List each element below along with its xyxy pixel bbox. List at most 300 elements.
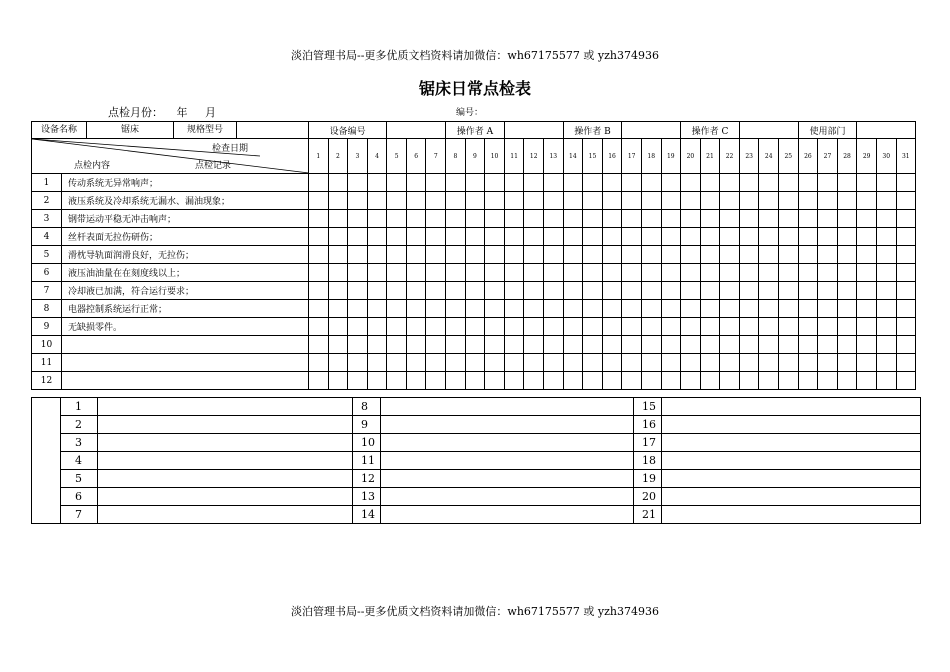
check-cell[interactable] <box>426 174 446 192</box>
check-cell[interactable] <box>348 246 368 264</box>
check-cell[interactable] <box>309 192 329 210</box>
operator-c-value[interactable] <box>739 122 798 139</box>
check-cell[interactable] <box>465 336 485 354</box>
operator-a-value[interactable] <box>504 122 563 139</box>
check-cell[interactable] <box>681 228 701 246</box>
check-cell[interactable] <box>739 372 759 390</box>
check-cell[interactable] <box>837 300 857 318</box>
note-cell[interactable] <box>662 434 921 452</box>
note-cell[interactable] <box>381 434 634 452</box>
check-cell[interactable] <box>759 300 779 318</box>
check-cell[interactable] <box>543 264 563 282</box>
check-cell[interactable] <box>661 210 681 228</box>
check-cell[interactable] <box>485 354 505 372</box>
check-cell[interactable] <box>661 354 681 372</box>
check-cell[interactable] <box>387 318 407 336</box>
check-cell[interactable] <box>798 246 818 264</box>
check-cell[interactable] <box>348 336 368 354</box>
operator-b-value[interactable] <box>622 122 681 139</box>
check-cell[interactable] <box>798 300 818 318</box>
check-cell[interactable] <box>759 174 779 192</box>
check-cell[interactable] <box>641 246 661 264</box>
check-cell[interactable] <box>798 192 818 210</box>
check-cell[interactable] <box>896 246 916 264</box>
check-cell[interactable] <box>720 372 740 390</box>
check-cell[interactable] <box>348 354 368 372</box>
check-cell[interactable] <box>779 174 799 192</box>
check-cell[interactable] <box>641 264 661 282</box>
check-cell[interactable] <box>348 300 368 318</box>
check-cell[interactable] <box>700 228 720 246</box>
check-cell[interactable] <box>818 174 838 192</box>
check-cell[interactable] <box>876 282 896 300</box>
check-cell[interactable] <box>446 192 466 210</box>
check-cell[interactable] <box>367 300 387 318</box>
check-cell[interactable] <box>602 282 622 300</box>
check-cell[interactable] <box>798 264 818 282</box>
check-cell[interactable] <box>759 192 779 210</box>
check-cell[interactable] <box>524 300 544 318</box>
check-cell[interactable] <box>348 174 368 192</box>
check-cell[interactable] <box>387 210 407 228</box>
check-cell[interactable] <box>387 282 407 300</box>
check-cell[interactable] <box>387 228 407 246</box>
check-cell[interactable] <box>426 336 446 354</box>
check-cell[interactable] <box>818 192 838 210</box>
note-cell[interactable] <box>98 452 353 470</box>
department-value[interactable] <box>857 122 916 139</box>
check-cell[interactable] <box>837 354 857 372</box>
check-cell[interactable] <box>700 210 720 228</box>
check-cell[interactable] <box>524 246 544 264</box>
check-cell[interactable] <box>857 282 877 300</box>
check-cell[interactable] <box>739 246 759 264</box>
check-cell[interactable] <box>876 174 896 192</box>
check-cell[interactable] <box>309 300 329 318</box>
check-cell[interactable] <box>700 354 720 372</box>
check-cell[interactable] <box>465 210 485 228</box>
check-cell[interactable] <box>896 318 916 336</box>
check-cell[interactable] <box>465 264 485 282</box>
check-cell[interactable] <box>465 282 485 300</box>
check-cell[interactable] <box>641 228 661 246</box>
check-cell[interactable] <box>700 246 720 264</box>
check-cell[interactable] <box>720 300 740 318</box>
check-cell[interactable] <box>779 336 799 354</box>
check-cell[interactable] <box>837 336 857 354</box>
check-cell[interactable] <box>876 228 896 246</box>
check-cell[interactable] <box>543 282 563 300</box>
check-cell[interactable] <box>563 192 583 210</box>
check-cell[interactable] <box>896 300 916 318</box>
check-cell[interactable] <box>367 228 387 246</box>
check-cell[interactable] <box>309 174 329 192</box>
check-cell[interactable] <box>309 318 329 336</box>
check-cell[interactable] <box>641 318 661 336</box>
check-cell[interactable] <box>406 228 426 246</box>
check-cell[interactable] <box>661 264 681 282</box>
note-cell[interactable] <box>662 506 921 524</box>
check-cell[interactable] <box>543 372 563 390</box>
check-cell[interactable] <box>563 174 583 192</box>
check-cell[interactable] <box>837 210 857 228</box>
check-cell[interactable] <box>759 228 779 246</box>
check-cell[interactable] <box>739 336 759 354</box>
check-cell[interactable] <box>818 264 838 282</box>
check-cell[interactable] <box>837 192 857 210</box>
check-cell[interactable] <box>406 282 426 300</box>
check-cell[interactable] <box>583 354 603 372</box>
check-cell[interactable] <box>563 282 583 300</box>
check-cell[interactable] <box>563 246 583 264</box>
check-cell[interactable] <box>504 246 524 264</box>
check-cell[interactable] <box>563 210 583 228</box>
check-cell[interactable] <box>328 192 348 210</box>
check-cell[interactable] <box>896 210 916 228</box>
check-cell[interactable] <box>406 372 426 390</box>
check-cell[interactable] <box>583 282 603 300</box>
check-cell[interactable] <box>309 264 329 282</box>
check-cell[interactable] <box>739 210 759 228</box>
check-cell[interactable] <box>622 372 642 390</box>
check-cell[interactable] <box>700 174 720 192</box>
check-cell[interactable] <box>798 174 818 192</box>
check-cell[interactable] <box>367 246 387 264</box>
check-cell[interactable] <box>739 354 759 372</box>
check-cell[interactable] <box>504 300 524 318</box>
note-cell[interactable] <box>98 416 353 434</box>
check-cell[interactable] <box>641 300 661 318</box>
check-cell[interactable] <box>504 228 524 246</box>
check-cell[interactable] <box>876 336 896 354</box>
check-cell[interactable] <box>563 336 583 354</box>
check-cell[interactable] <box>739 228 759 246</box>
check-cell[interactable] <box>504 192 524 210</box>
check-cell[interactable] <box>641 336 661 354</box>
check-cell[interactable] <box>485 228 505 246</box>
check-cell[interactable] <box>759 264 779 282</box>
check-cell[interactable] <box>622 300 642 318</box>
check-cell[interactable] <box>543 246 563 264</box>
check-cell[interactable] <box>896 174 916 192</box>
check-cell[interactable] <box>504 336 524 354</box>
check-cell[interactable] <box>681 246 701 264</box>
check-cell[interactable] <box>622 282 642 300</box>
check-cell[interactable] <box>583 264 603 282</box>
check-cell[interactable] <box>406 174 426 192</box>
check-cell[interactable] <box>798 282 818 300</box>
check-cell[interactable] <box>465 354 485 372</box>
check-cell[interactable] <box>759 246 779 264</box>
check-cell[interactable] <box>818 300 838 318</box>
check-cell[interactable] <box>818 210 838 228</box>
check-cell[interactable] <box>485 192 505 210</box>
check-cell[interactable] <box>426 246 446 264</box>
check-cell[interactable] <box>328 318 348 336</box>
note-cell[interactable] <box>98 434 353 452</box>
check-cell[interactable] <box>681 174 701 192</box>
check-cell[interactable] <box>759 354 779 372</box>
check-cell[interactable] <box>720 318 740 336</box>
check-cell[interactable] <box>504 210 524 228</box>
check-cell[interactable] <box>622 354 642 372</box>
check-cell[interactable] <box>367 264 387 282</box>
check-cell[interactable] <box>309 372 329 390</box>
check-cell[interactable] <box>583 228 603 246</box>
check-cell[interactable] <box>896 372 916 390</box>
check-cell[interactable] <box>485 282 505 300</box>
check-cell[interactable] <box>798 354 818 372</box>
check-cell[interactable] <box>896 282 916 300</box>
check-cell[interactable] <box>465 192 485 210</box>
check-cell[interactable] <box>641 192 661 210</box>
check-cell[interactable] <box>504 282 524 300</box>
check-cell[interactable] <box>406 336 426 354</box>
check-cell[interactable] <box>328 228 348 246</box>
check-cell[interactable] <box>661 318 681 336</box>
check-cell[interactable] <box>602 210 622 228</box>
check-cell[interactable] <box>465 228 485 246</box>
check-cell[interactable] <box>309 336 329 354</box>
check-cell[interactable] <box>328 372 348 390</box>
check-cell[interactable] <box>837 228 857 246</box>
note-cell[interactable] <box>98 488 353 506</box>
check-cell[interactable] <box>563 354 583 372</box>
check-cell[interactable] <box>739 318 759 336</box>
check-cell[interactable] <box>837 246 857 264</box>
check-cell[interactable] <box>387 372 407 390</box>
check-cell[interactable] <box>309 210 329 228</box>
check-cell[interactable] <box>328 336 348 354</box>
check-cell[interactable] <box>426 192 446 210</box>
check-cell[interactable] <box>543 228 563 246</box>
check-cell[interactable] <box>446 282 466 300</box>
check-cell[interactable] <box>328 174 348 192</box>
check-cell[interactable] <box>739 192 759 210</box>
check-cell[interactable] <box>798 336 818 354</box>
check-cell[interactable] <box>818 318 838 336</box>
check-cell[interactable] <box>759 318 779 336</box>
check-cell[interactable] <box>426 318 446 336</box>
check-cell[interactable] <box>524 192 544 210</box>
check-cell[interactable] <box>720 354 740 372</box>
check-cell[interactable] <box>720 228 740 246</box>
check-cell[interactable] <box>602 246 622 264</box>
check-cell[interactable] <box>446 372 466 390</box>
check-cell[interactable] <box>426 372 446 390</box>
check-cell[interactable] <box>602 354 622 372</box>
check-cell[interactable] <box>876 192 896 210</box>
check-cell[interactable] <box>720 210 740 228</box>
note-cell[interactable] <box>381 398 634 416</box>
check-cell[interactable] <box>857 354 877 372</box>
check-cell[interactable] <box>602 192 622 210</box>
check-cell[interactable] <box>681 336 701 354</box>
note-cell[interactable] <box>662 470 921 488</box>
check-cell[interactable] <box>720 282 740 300</box>
check-cell[interactable] <box>876 210 896 228</box>
check-cell[interactable] <box>583 336 603 354</box>
check-cell[interactable] <box>837 174 857 192</box>
check-cell[interactable] <box>504 174 524 192</box>
check-cell[interactable] <box>622 264 642 282</box>
check-cell[interactable] <box>759 282 779 300</box>
check-cell[interactable] <box>387 300 407 318</box>
check-cell[interactable] <box>524 354 544 372</box>
check-cell[interactable] <box>622 228 642 246</box>
check-cell[interactable] <box>583 372 603 390</box>
check-cell[interactable] <box>700 318 720 336</box>
check-cell[interactable] <box>485 174 505 192</box>
check-cell[interactable] <box>779 282 799 300</box>
check-cell[interactable] <box>779 246 799 264</box>
check-cell[interactable] <box>779 192 799 210</box>
check-cell[interactable] <box>681 318 701 336</box>
check-cell[interactable] <box>798 228 818 246</box>
check-cell[interactable] <box>524 372 544 390</box>
check-cell[interactable] <box>622 174 642 192</box>
check-cell[interactable] <box>367 174 387 192</box>
check-cell[interactable] <box>387 264 407 282</box>
check-cell[interactable] <box>700 282 720 300</box>
check-cell[interactable] <box>583 246 603 264</box>
check-cell[interactable] <box>700 336 720 354</box>
check-cell[interactable] <box>622 336 642 354</box>
check-cell[interactable] <box>446 228 466 246</box>
check-cell[interactable] <box>485 318 505 336</box>
check-cell[interactable] <box>602 228 622 246</box>
check-cell[interactable] <box>446 318 466 336</box>
check-cell[interactable] <box>446 354 466 372</box>
check-cell[interactable] <box>876 354 896 372</box>
check-cell[interactable] <box>661 300 681 318</box>
check-cell[interactable] <box>641 210 661 228</box>
check-cell[interactable] <box>876 300 896 318</box>
note-cell[interactable] <box>98 506 353 524</box>
check-cell[interactable] <box>857 264 877 282</box>
check-cell[interactable] <box>406 300 426 318</box>
check-cell[interactable] <box>563 318 583 336</box>
check-cell[interactable] <box>426 264 446 282</box>
check-cell[interactable] <box>720 192 740 210</box>
check-cell[interactable] <box>876 318 896 336</box>
check-cell[interactable] <box>602 318 622 336</box>
check-cell[interactable] <box>857 246 877 264</box>
equipment-code-value[interactable] <box>387 122 446 139</box>
check-cell[interactable] <box>759 210 779 228</box>
check-cell[interactable] <box>348 192 368 210</box>
check-cell[interactable] <box>622 318 642 336</box>
check-cell[interactable] <box>857 300 877 318</box>
check-cell[interactable] <box>779 318 799 336</box>
check-cell[interactable] <box>563 228 583 246</box>
check-cell[interactable] <box>348 228 368 246</box>
check-cell[interactable] <box>348 372 368 390</box>
check-cell[interactable] <box>720 246 740 264</box>
check-cell[interactable] <box>406 264 426 282</box>
check-cell[interactable] <box>661 372 681 390</box>
check-cell[interactable] <box>563 264 583 282</box>
note-cell[interactable] <box>662 452 921 470</box>
check-cell[interactable] <box>739 264 759 282</box>
check-cell[interactable] <box>328 300 348 318</box>
check-cell[interactable] <box>779 372 799 390</box>
check-cell[interactable] <box>661 228 681 246</box>
check-cell[interactable] <box>876 246 896 264</box>
check-cell[interactable] <box>309 228 329 246</box>
note-cell[interactable] <box>381 416 634 434</box>
check-cell[interactable] <box>602 372 622 390</box>
check-cell[interactable] <box>348 282 368 300</box>
equipment-name-value[interactable]: 锯床 <box>87 122 174 138</box>
check-cell[interactable] <box>406 318 426 336</box>
check-cell[interactable] <box>681 210 701 228</box>
note-cell[interactable] <box>381 470 634 488</box>
check-cell[interactable] <box>504 264 524 282</box>
check-cell[interactable] <box>426 354 446 372</box>
check-cell[interactable] <box>779 300 799 318</box>
check-cell[interactable] <box>622 192 642 210</box>
check-cell[interactable] <box>779 210 799 228</box>
note-cell[interactable] <box>662 488 921 506</box>
check-cell[interactable] <box>504 354 524 372</box>
check-cell[interactable] <box>524 336 544 354</box>
check-cell[interactable] <box>700 300 720 318</box>
check-cell[interactable] <box>661 192 681 210</box>
check-cell[interactable] <box>818 354 838 372</box>
check-cell[interactable] <box>602 174 622 192</box>
check-cell[interactable] <box>720 336 740 354</box>
check-cell[interactable] <box>485 372 505 390</box>
check-cell[interactable] <box>504 372 524 390</box>
check-cell[interactable] <box>700 192 720 210</box>
check-cell[interactable] <box>857 210 877 228</box>
check-cell[interactable] <box>387 354 407 372</box>
check-cell[interactable] <box>681 282 701 300</box>
note-cell[interactable] <box>381 488 634 506</box>
check-cell[interactable] <box>309 246 329 264</box>
check-cell[interactable] <box>446 174 466 192</box>
check-cell[interactable] <box>896 192 916 210</box>
check-cell[interactable] <box>896 264 916 282</box>
check-cell[interactable] <box>446 300 466 318</box>
check-cell[interactable] <box>328 210 348 228</box>
check-cell[interactable] <box>583 174 603 192</box>
check-cell[interactable] <box>661 336 681 354</box>
check-cell[interactable] <box>543 192 563 210</box>
check-cell[interactable] <box>837 318 857 336</box>
check-cell[interactable] <box>661 174 681 192</box>
check-cell[interactable] <box>681 354 701 372</box>
check-cell[interactable] <box>446 264 466 282</box>
check-cell[interactable] <box>700 264 720 282</box>
check-cell[interactable] <box>387 192 407 210</box>
check-cell[interactable] <box>896 228 916 246</box>
check-cell[interactable] <box>367 318 387 336</box>
check-cell[interactable] <box>602 300 622 318</box>
note-cell[interactable] <box>662 416 921 434</box>
check-cell[interactable] <box>524 228 544 246</box>
check-cell[interactable] <box>524 264 544 282</box>
check-cell[interactable] <box>543 318 563 336</box>
check-cell[interactable] <box>465 300 485 318</box>
check-cell[interactable] <box>720 174 740 192</box>
check-cell[interactable] <box>446 336 466 354</box>
check-cell[interactable] <box>739 300 759 318</box>
check-cell[interactable] <box>465 318 485 336</box>
check-cell[interactable] <box>739 174 759 192</box>
check-cell[interactable] <box>426 300 446 318</box>
